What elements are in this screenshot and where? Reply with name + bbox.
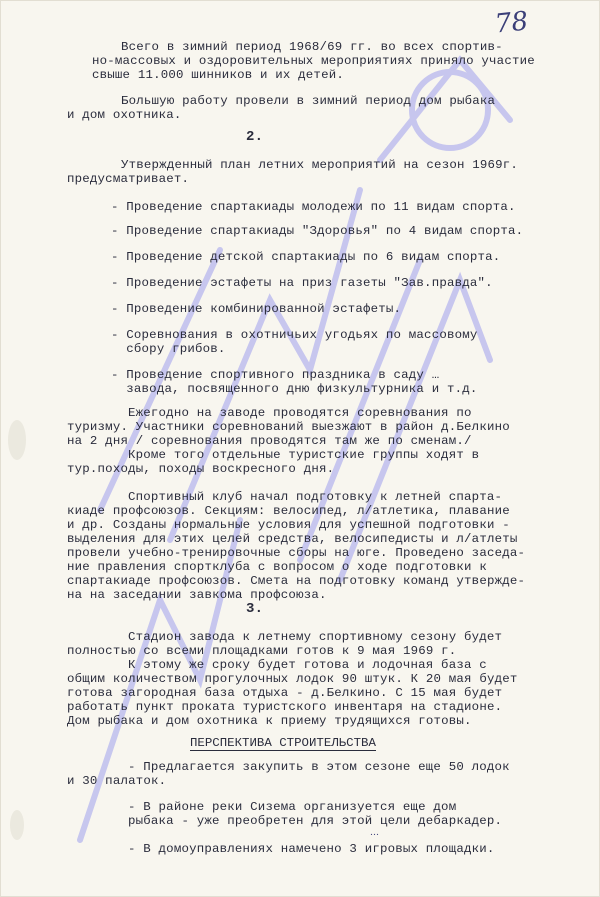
- stadium-line: общим количеством прогулочных лодок 90 штук. К 20 мая будет: [67, 672, 518, 686]
- sport-club-line: киаде профсоюзов. Секциям: велосипед, л/атлетика, плавание: [67, 504, 510, 518]
- plan-list-item: - Проведение детской спартакиады по 6 видам спорта.: [111, 250, 501, 264]
- sport-club-line: Спортивный клуб начал подготовку к летней спарта-: [128, 490, 503, 504]
- stadium-line: готова загородная база отдыха - д.Белкино. С 15 мая будет: [67, 686, 503, 700]
- intro-line: Большую работу провели в зимний период дом рыбака: [121, 94, 496, 108]
- tourism-line: на 2 дня / соревнования проводятся там же по сменам./: [67, 434, 472, 448]
- section-number: 3.: [246, 601, 264, 617]
- plan-list-item: - Проведение спартакиады "Здоровья" по 4 видам спорта.: [111, 224, 524, 238]
- plan-list-item: - Проведение спортивного праздника в саду …: [111, 368, 447, 382]
- intro-line: Всего в зимний период 1968/69 гг. во всех спортив-: [121, 40, 503, 54]
- construction-line: - Предлагается закупить в этом сезоне еще 50 лодок: [128, 760, 510, 774]
- stadium-line: Стадион завода к летнему спортивному сезону будет: [128, 630, 503, 644]
- sport-club-line: спартакиаде профсоюзов. Смета на подготовку команд утвержде-: [67, 574, 526, 588]
- plan-list-item: сбору грибов.: [111, 342, 226, 356]
- plan-list-item: - Проведение спартакиады молодежи по 11 видам спорта.: [111, 200, 516, 214]
- construction-line: и 30 палаток.: [67, 774, 167, 788]
- construction-line: - В районе реки Сизема организуется еще дом: [128, 800, 457, 814]
- section-paragraph-line: Утвержденный план летних мероприятий на сезон 1969г.: [121, 158, 519, 172]
- sport-club-line: на на заседании завкома профсоюза.: [67, 588, 327, 602]
- construction-heading: ПЕРСПЕКТИВА СТРОИТЕЛЬСТВА: [190, 736, 376, 750]
- sport-club-line: провели учебно-тренировочные сборы на юге. Проведено заседа-: [67, 546, 526, 560]
- section-paragraph-line: предусматривает.: [67, 172, 190, 186]
- tourism-line: туризму. Участники соревнований выезжают в район д.Белкино: [67, 420, 510, 434]
- intro-line: но-массовых и оздоровительных мероприятиях приняло участие: [92, 54, 535, 68]
- plan-list-item: - Соревнования в охотничьих угодьях по массовому: [111, 328, 478, 342]
- section-number: 2.: [246, 129, 264, 145]
- stadium-line: полностью со всеми площадками готов к 9 мая 1969 г.: [67, 644, 457, 658]
- intro-line: свыше 11.000 шинников и их детей.: [92, 68, 344, 82]
- stadium-line: К этому же сроку будет готова и лодочная база с: [128, 658, 487, 672]
- sport-club-line: ние правления спортклуба с вопросом о ходе подготовки к: [67, 560, 487, 574]
- paper-stain: [8, 420, 26, 460]
- tourism-line: Кроме того отдельные туристские группы ходят в: [128, 448, 480, 462]
- intro-line: и дом охотника.: [67, 108, 182, 122]
- construction-line: рыбака - уже преобретен для этой цели дебаркадер.: [128, 814, 503, 828]
- plan-list-item: завода, посвященного дню физкультурника и т.д.: [111, 382, 478, 396]
- handwritten-note: …: [370, 828, 379, 838]
- sport-club-line: и др. Созданы нормальные условия для успешной подготовки -: [67, 518, 510, 532]
- plan-list-item: - Проведение эстафеты на приз газеты "Зав.правда".: [111, 276, 493, 290]
- stadium-line: работать пункт проката туристского инвентаря на стадионе.: [67, 700, 503, 714]
- stadium-line: Дом рыбака и дом охотника к приему трудящихся готовы.: [67, 714, 472, 728]
- tourism-line: Ежегодно на заводе проводятся соревнования по: [128, 406, 472, 420]
- page-number: 78: [493, 6, 530, 40]
- sport-club-line: выделения для этих целей средства, велосипедисты и л/атлеты: [67, 532, 518, 546]
- tourism-line: тур.походы, походы воскресного дня.: [67, 462, 335, 476]
- construction-line: - В домоуправлениях намечено 3 игровых площадки.: [128, 842, 495, 856]
- plan-list-item: - Проведение комбинированной эстафеты.: [111, 302, 402, 316]
- paper-stain: [10, 810, 24, 840]
